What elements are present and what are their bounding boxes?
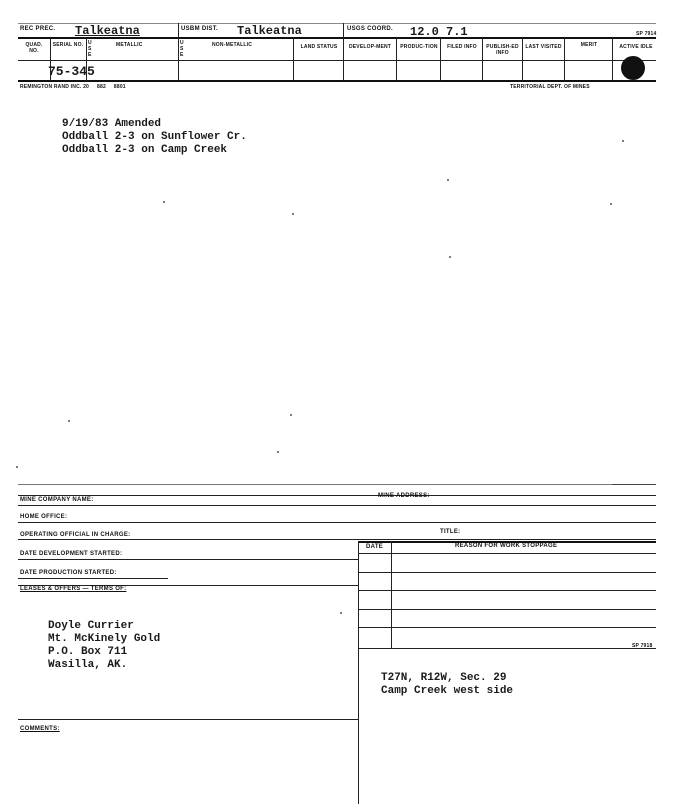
title-label: TITLE: [440,529,461,535]
usbm-dist-value: Talkeatna [237,24,302,38]
col-filed-info: FILED INFO [447,44,477,50]
reason-column-header: REASON FOR WORK STOPPAGE [455,543,558,549]
col-non-metallic: NON-METALLIC [212,42,253,48]
col-production: PRODUC-TION [400,44,438,50]
punch-hole [621,56,645,80]
col-development: DEVELOP-MENT [348,44,392,50]
col-active-idle: ACTIVE IDLE [619,44,653,50]
date-production-started-label: DATE PRODUCTION STARTED: [20,570,117,576]
usgs-coord-label: USGS COORD. [347,26,393,32]
date-column-header: DATE [366,544,384,550]
col-use-1: U S E [88,40,92,58]
form-number-2: SP 7918 [632,643,653,649]
comments-label: COMMENTS: [20,726,60,732]
col-land-status: LAND STATUS [300,44,338,50]
rec-prec-value: Talkeatna [75,24,140,38]
date-development-started-label: DATE DEVELOPMENT STARTED: [20,551,123,557]
operating-official-label: OPERATING OFFICIAL IN CHARGE: [20,532,131,538]
col-quad: QUAD. NO. [25,42,43,54]
note-line-1: 9/19/83 Amended [62,118,162,130]
serial-value: 75-345 [48,64,95,79]
col-serial: SERIAL NO. [52,42,84,48]
leases-offers-label: LEASES & OFFERS — TERMS OF: [20,586,127,592]
location-info: T27N, R12W, Sec. 29 Camp Creek west side [381,672,514,697]
mine-company-name-label: MINE COMPANY NAME: [20,497,94,503]
form-number: SP 7914 [636,31,657,37]
usgs-coord-value: 12.0 7.1 [410,25,468,39]
col-published-info: PUBLISH-ED INFO [486,44,519,56]
note-line-3: Oddball 2-3 on Camp Creek [62,144,228,156]
col-metallic: METALLIC [116,42,143,48]
mine-address-label: MINE ADDRESS: [378,493,430,499]
col-use-2: U S E [180,40,184,58]
col-last-visited: LAST VISITED [525,44,562,50]
rec-prec-label: REC PREC. [20,26,56,32]
col-merit: MERIT [580,42,598,48]
printer-line: REMINGTON RAND INC. 20 882 8801 [20,84,126,90]
usbm-dist-label: USBM DIST. [181,26,219,32]
lessee-info: Doyle Currier Mt. McKinely Gold P.O. Box 711 Wasilla, AK. [48,620,161,671]
card-edge-curve [612,484,656,497]
note-line-2: Oddball 2-3 on Sunflower Cr. [62,131,247,143]
dept-line: TERRITORIAL DEPT. OF MINES [510,84,590,90]
home-office-label: HOME OFFICE: [20,514,68,520]
